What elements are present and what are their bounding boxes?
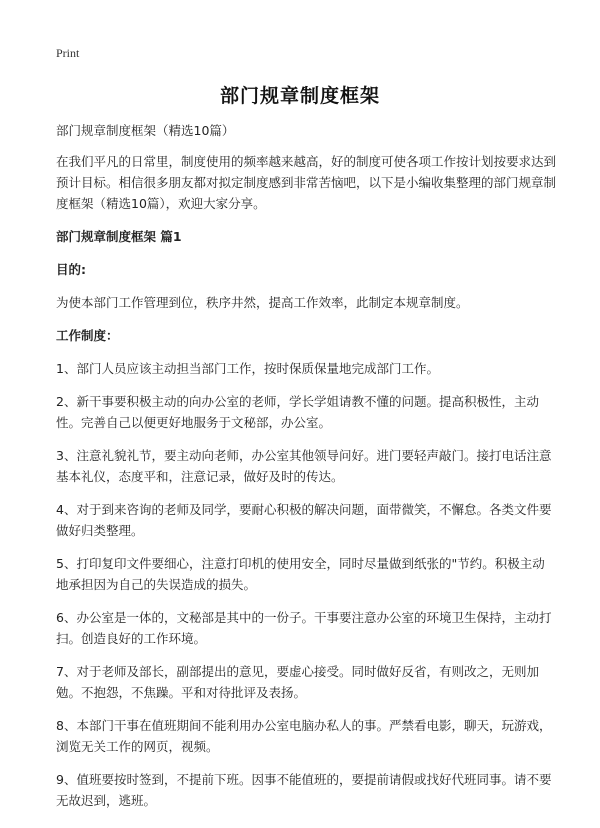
purpose-heading: 目的: bbox=[56, 262, 86, 277]
purpose-text: 为使本部门工作管理到位，秩序井然，提高工作效率，此制定本规章制度。 bbox=[56, 295, 469, 310]
rule-item: 3、注意礼貌礼节，要主动向老师，办公室其他领导问好。进门要轻声敲门。接打电话注意基本礼仪，态度平和，注意记录，做好及时的传达。 bbox=[56, 448, 552, 484]
rule-item: 9、值班要按时签到，不提前下班。因事不能值班的，要提前请假或找好代班同事。请不要无故迟到，逃班。 bbox=[56, 772, 552, 808]
rule-item: 4、对于到来咨询的老师及同学，要耐心积极的解决问题，面带微笑，不懈怠。各类文件要做好归类整理。 bbox=[56, 502, 552, 538]
document-body bbox=[56, 120, 556, 823]
document-title: 部门规章制度框架 bbox=[219, 85, 380, 107]
section-heading: 部门规章制度框架 篇1 bbox=[56, 229, 182, 244]
rule-item: 1、部门人员应该主动担当部门工作，按时保质保量地完成部门工作。 bbox=[56, 361, 439, 376]
rule-item: 8、本部门干事在值班期间不能利用办公室电脑办私人的事。严禁看电影，聊天，玩游戏，浏览无关工作的网页，视频。 bbox=[56, 718, 552, 754]
intro-paragraph: 在我们平凡的日常里，制度使用的频率越来越高，好的制度可使各项工作按计划按要求达到预计目标。相信很多朋友都对拟定制度感到非常苦恼吧，以下是小编收集整理的部门规章制度框架（精选10篇），欢迎大家分享。 bbox=[56, 154, 557, 211]
print-label: Print bbox=[56, 46, 80, 60]
rule-item: 6、办公室是一体的，文秘部是其中的一份子。干事要注意办公室的环境卫生保持，主动打扫。创造良好的工作环境。 bbox=[56, 610, 552, 646]
document-subtitle: 部门规章制度框架（精选10篇） bbox=[56, 123, 235, 138]
rule-item: 2、新干事要积极主动的向办公室的老师，学长学姐请教不懂的问题。提高积极性，主动性。完善自己以便更好地服务于文秘部，办公室。 bbox=[56, 394, 539, 430]
rule-item: 5、打印复印文件要细心，注意打印机的使用安全，同时尽量做到纸张的"节约。积极主动地承担因为自己的失误造成的损失。 bbox=[56, 556, 545, 592]
rule-item: 7、对于老师及部长，副部提出的意见，要虚心接受。同时做好反省，有则改之，无则加勉。不抱怨，不焦躁。平和对待批评及表扬。 bbox=[56, 664, 539, 700]
rules-heading: 工作制度： bbox=[56, 328, 119, 343]
